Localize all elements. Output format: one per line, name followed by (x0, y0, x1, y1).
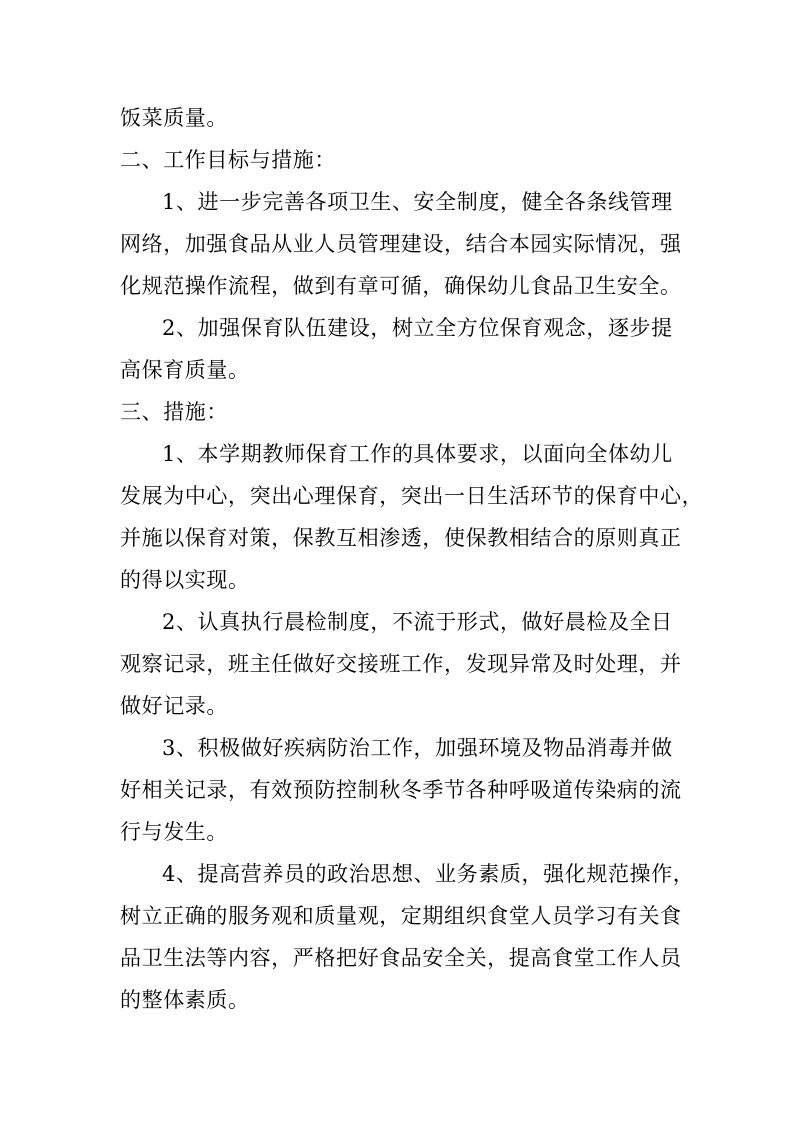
paragraph-line: 做好记录。 (120, 694, 228, 718)
paragraph-line: 高保育质量。 (120, 358, 250, 382)
paragraph-line: 网络，加强食品从业人员管理建设，结合本园实际情况，强 (120, 232, 682, 256)
paragraph-line: 发展为中心，突出心理保育，突出一日生活环节的保育中心， (120, 484, 704, 508)
section-heading: 二、工作目标与措施： (120, 148, 336, 172)
section-heading: 三、措施： (120, 400, 228, 424)
paragraph-line: 并施以保育对策，保教互相渗透，使保教相结合的原则真正 (120, 526, 682, 550)
paragraph-line: 品卫生法等内容，严格把好食品安全关，提高食堂工作人员 (120, 946, 682, 970)
paragraph-line: 2、认真执行晨检制度，不流于形式，做好晨检及全日 (162, 610, 673, 634)
paragraph-line: 观察记录，班主任做好交接班工作，发现异常及时处理，并 (120, 652, 682, 676)
paragraph-line: 好相关记录，有效预防控制秋冬季节各种呼吸道传染病的流 (120, 778, 682, 802)
paragraph-line: 1、本学期教师保育工作的具体要求，以面向全体幼儿 (162, 442, 673, 466)
paragraph-line: 3、积极做好疾病防治工作，加强环境及物品消毒并做 (162, 736, 673, 760)
paragraph-line: 的得以实现。 (120, 568, 250, 592)
paragraph-line: 行与发生。 (120, 820, 228, 844)
paragraph-line: 2、加强保育队伍建设，树立全方位保育观念，逐步提 (162, 316, 673, 340)
paragraph-line: 化规范操作流程，做到有章可循，确保幼儿食品卫生安全。 (120, 274, 682, 298)
paragraph-line: 1、进一步完善各项卫生、安全制度，健全各条线管理 (162, 190, 673, 214)
paragraph-line: 饭菜质量。 (120, 106, 228, 130)
paragraph-line: 的整体素质。 (120, 988, 250, 1012)
paragraph-line: 4、提高营养员的政治思想、业务素质，强化规范操作， (162, 862, 695, 886)
paragraph-line: 树立正确的服务观和质量观，定期组织食堂人员学习有关食 (120, 904, 682, 928)
